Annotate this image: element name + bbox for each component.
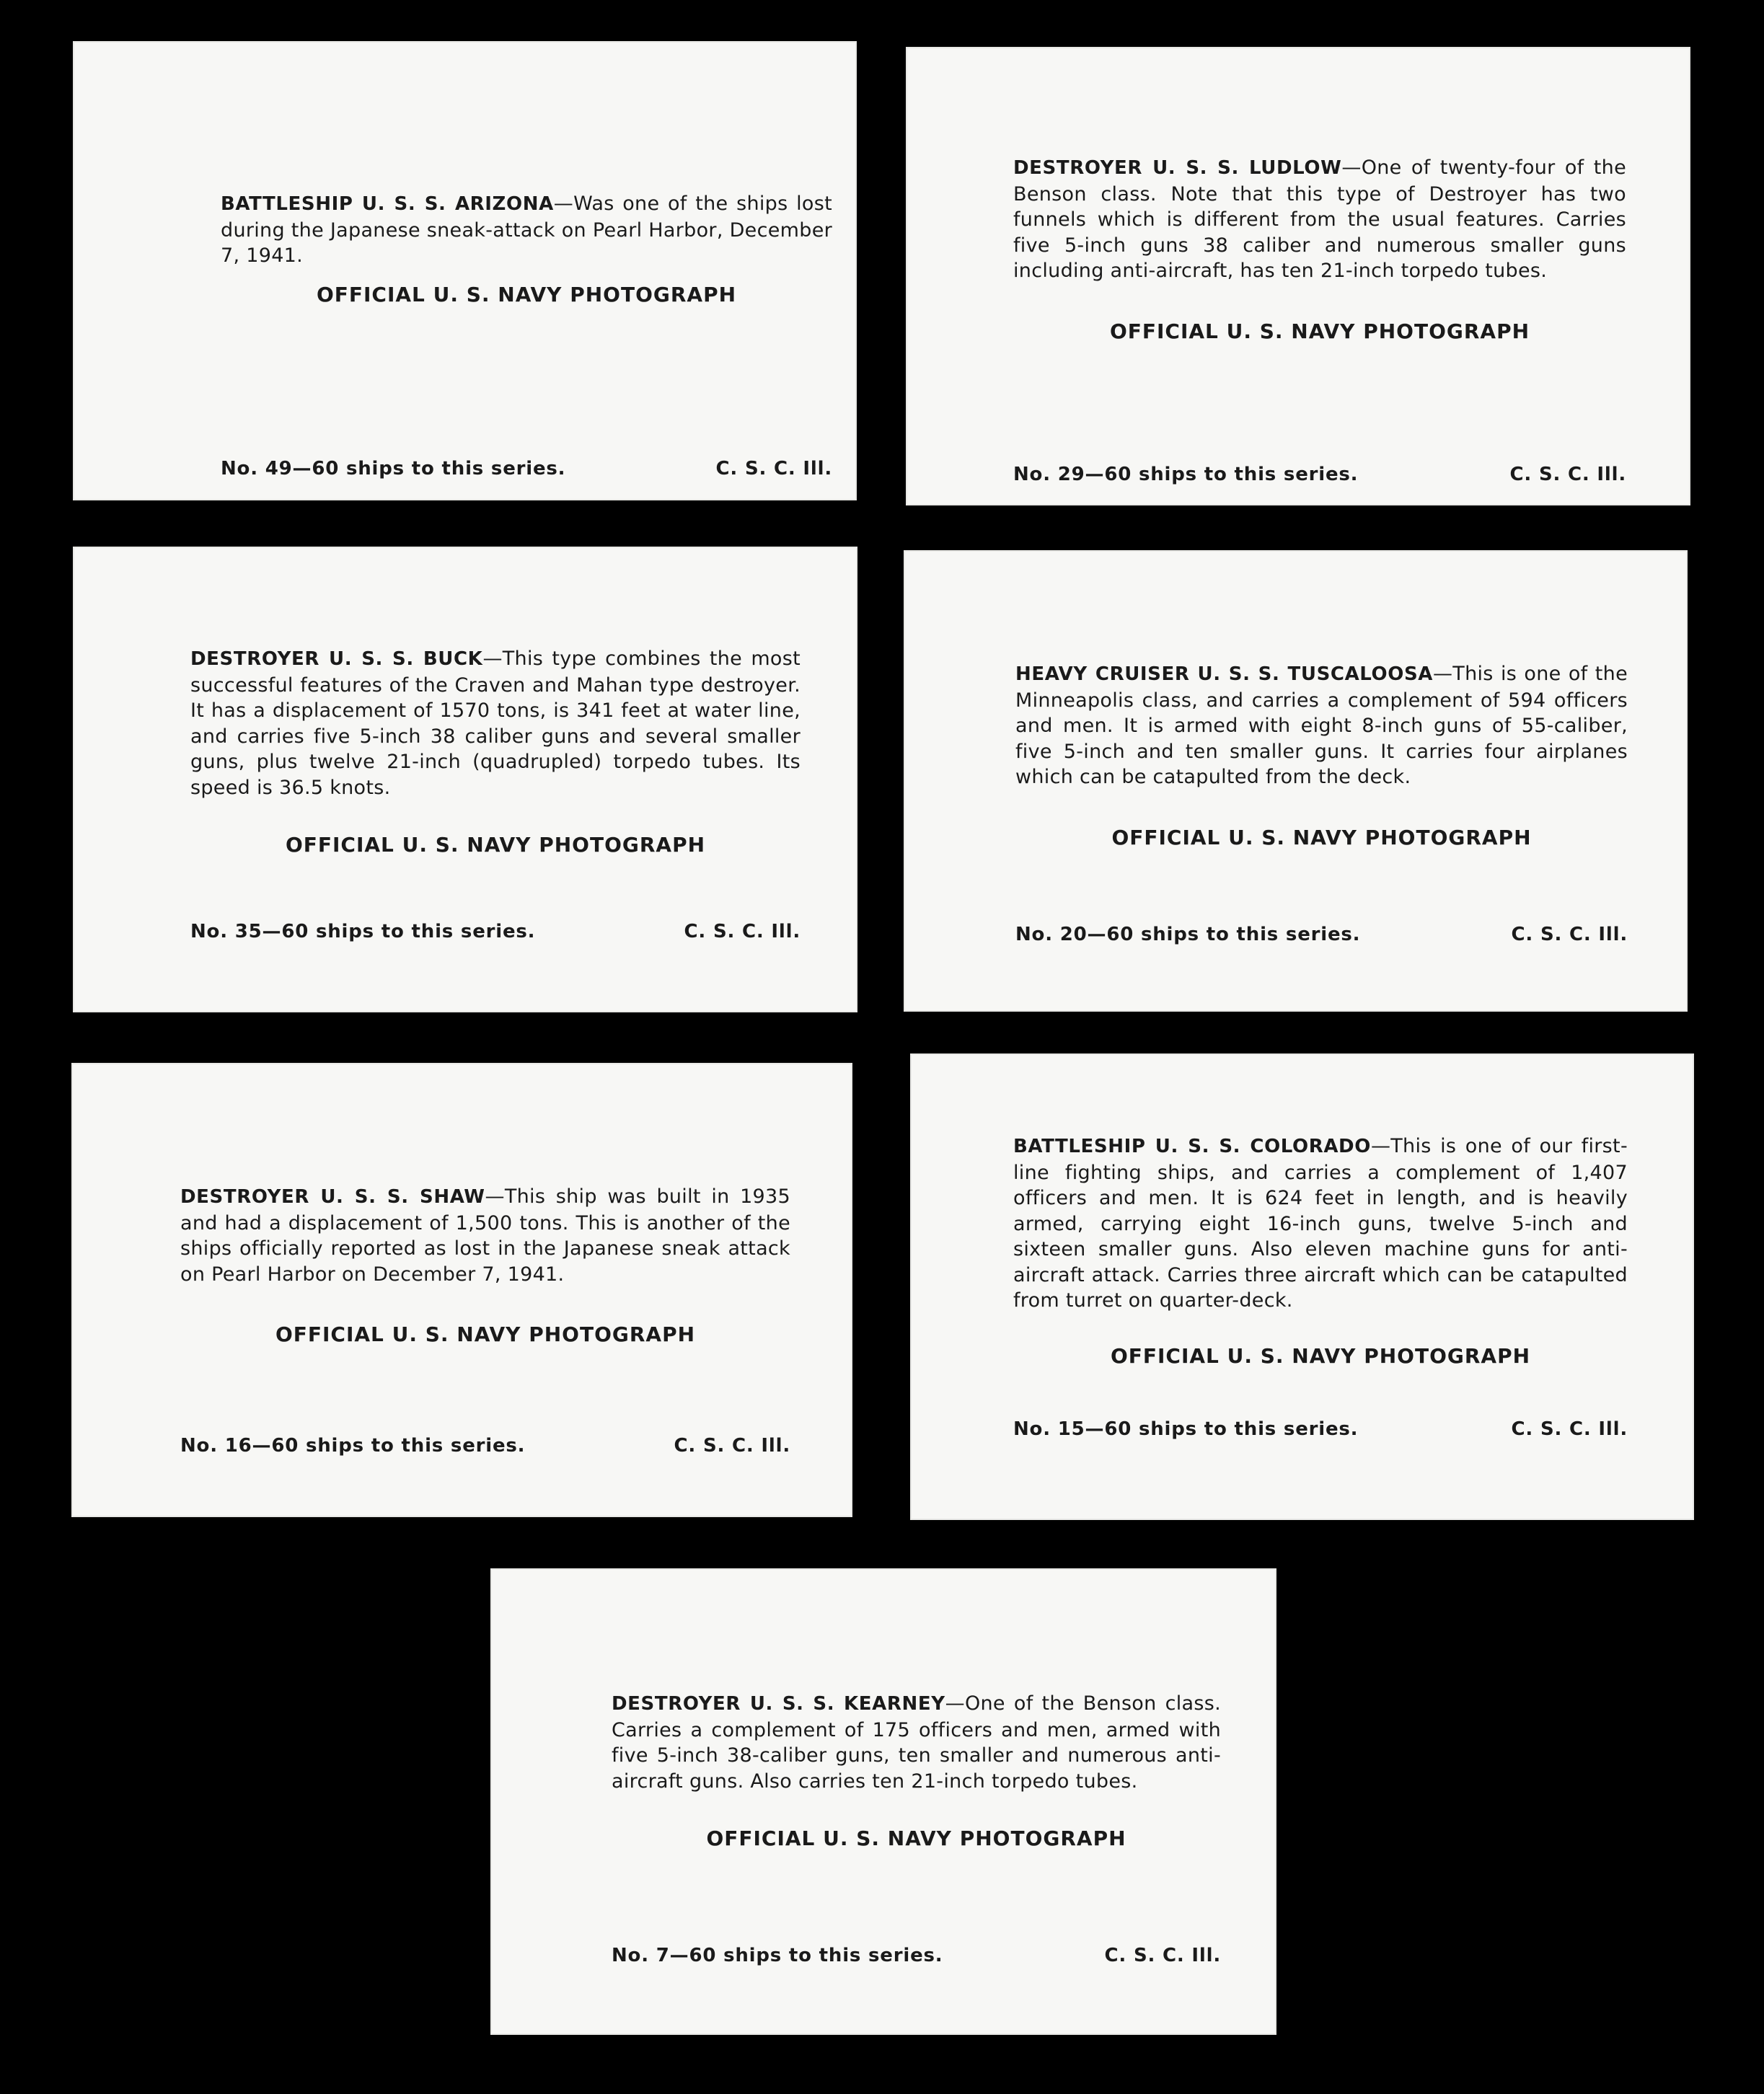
ship-description: —This is one of our first-line fighting ships, and carries a complement of 1,407 officers and men. It is 624 feet in length, and is heavily armed, carrying eight 16-inch guns, twelve 5-inch and sixteen smaller guns. Also eleven machine guns for anti-aircraft attack. Carries three aircraft which can be catapulted from turret on quarter-deck. [1013, 1135, 1628, 1312]
card-footer [180, 1435, 790, 1457]
series-number: No. 16—60 ships to this series. [180, 1435, 526, 1457]
publisher-mark: C. S. C. Ill. [1509, 464, 1626, 485]
ship-name: DESTROYER U. S. S. SHAW [180, 1186, 485, 1208]
ship-name: DESTROYER U. S. S. BUCK [190, 648, 483, 670]
card-ludlow [906, 47, 1690, 505]
official-photo-caption: OFFICIAL U. S. NAVY PHOTOGRAPH [1109, 319, 1530, 343]
official-photo-caption: OFFICIAL U. S. NAVY PHOTOGRAPH [706, 1826, 1126, 1850]
publisher-mark: C. S. C. Ill. [684, 921, 801, 942]
official-photo-caption: OFFICIAL U. S. NAVY PHOTOGRAPH [285, 833, 706, 857]
series-number: No. 49—60 ships to this series. [221, 458, 566, 480]
ship-name: BATTLESHIP U. S. S. ARIZONA [221, 193, 554, 215]
official-photo-caption: OFFICIAL U. S. NAVY PHOTOGRAPH [316, 283, 737, 306]
publisher-mark: C. S. C. Ill. [674, 1435, 790, 1457]
card-content [190, 547, 801, 1012]
ship-description: —One of the Benson class. Carries a complement of 175 officers and men, armed with five 5-inch 38-caliber guns, ten smaller and numerous anti-aircraft guns. Also carries ten 21-inch torpedo tubes. [612, 1692, 1221, 1793]
official-photo-caption: OFFICIAL U. S. NAVY PHOTOGRAPH [1110, 1344, 1531, 1368]
card-content [180, 1063, 790, 1517]
card-footer [1013, 1418, 1628, 1440]
card-content [1013, 1053, 1628, 1520]
card-description-block [1013, 1134, 1628, 1314]
series-number: No. 20—60 ships to this series. [1015, 924, 1361, 945]
official-photo-caption: OFFICIAL U. S. NAVY PHOTOGRAPH [1111, 826, 1532, 849]
card-footer [190, 921, 801, 942]
card-description-block [612, 1691, 1221, 1794]
publisher-mark: C. S. C. Ill. [1511, 924, 1628, 945]
card-description-block [221, 191, 832, 269]
card-footer [221, 458, 832, 480]
card-arizona [73, 41, 857, 500]
ship-name: BATTLESHIP U. S. S. COLORADO [1013, 1136, 1371, 1157]
card-footer [1015, 924, 1628, 945]
card-footer [612, 1945, 1221, 1966]
card-buck [73, 547, 857, 1012]
publisher-mark: C. S. C. Ill. [715, 458, 832, 480]
card-shaw [71, 1063, 852, 1517]
card-content [1015, 550, 1628, 1012]
ship-description: —This ship was built in 1935 and had a displacement of 1,500 tons. This is another of the ships officially reported as lost in the Japanese sneak attack on Pearl Harbor on December 7, 1941. [180, 1185, 790, 1286]
ship-description: —One of twenty-four of the Benson class. Note that this type of Destroyer has two funnels which is different from the usual features. Carries five 5-inch guns 38 caliber and numerous smaller guns including anti-aircraft, has ten 21-inch torpedo tubes. [1013, 156, 1626, 282]
ship-description: —This is one of the Minneapolis class, and carries a complement of 594 officers and men. It is armed with eight 8-inch guns of 55-caliber, five 5-inch and ten smaller guns. It carries four airplanes which can be catapulted from the deck. [1015, 663, 1628, 788]
ship-name: DESTROYER U. S. S. LUDLOW [1013, 157, 1342, 179]
ship-name: HEAVY CRUISER U. S. S. TUSCALOOSA [1015, 663, 1433, 685]
series-number: No. 15—60 ships to this series. [1013, 1418, 1359, 1440]
card-content [1013, 47, 1626, 505]
card-description-block [1015, 661, 1628, 790]
card-colorado [910, 1053, 1694, 1520]
series-number: No. 7—60 ships to this series. [612, 1945, 943, 1966]
card-description-block [180, 1184, 790, 1287]
card-description-block [1013, 155, 1626, 284]
card-content [612, 1568, 1221, 2035]
card-kearney [490, 1568, 1276, 2035]
publisher-mark: C. S. C. Ill. [1104, 1945, 1221, 1966]
ship-name: DESTROYER U. S. S. KEARNEY [612, 1693, 945, 1715]
card-tuscaloosa [904, 550, 1688, 1012]
card-content [221, 41, 832, 500]
ship-description: —Was one of the ships lost during the Japanese sneak-attack on Pearl Harbor, December 7, 1941. [221, 193, 832, 267]
official-photo-caption: OFFICIAL U. S. NAVY PHOTOGRAPH [275, 1322, 696, 1346]
card-footer [1013, 464, 1626, 485]
publisher-mark: C. S. C. Ill. [1511, 1418, 1628, 1440]
series-number: No. 35—60 ships to this series. [190, 921, 536, 942]
series-number: No. 29—60 ships to this series. [1013, 464, 1359, 485]
ship-description: —This type combines the most successful features of the Craven and Mahan type destroyer. It has a displacement of 1570 tons, is 341 feet at water line, and carries five 5-inch 38 caliber guns and several smaller guns, plus twelve 21-inch (quadrupled) torpedo tubes. Its speed is 36.5 knots. [190, 648, 801, 799]
card-description-block [190, 646, 801, 800]
